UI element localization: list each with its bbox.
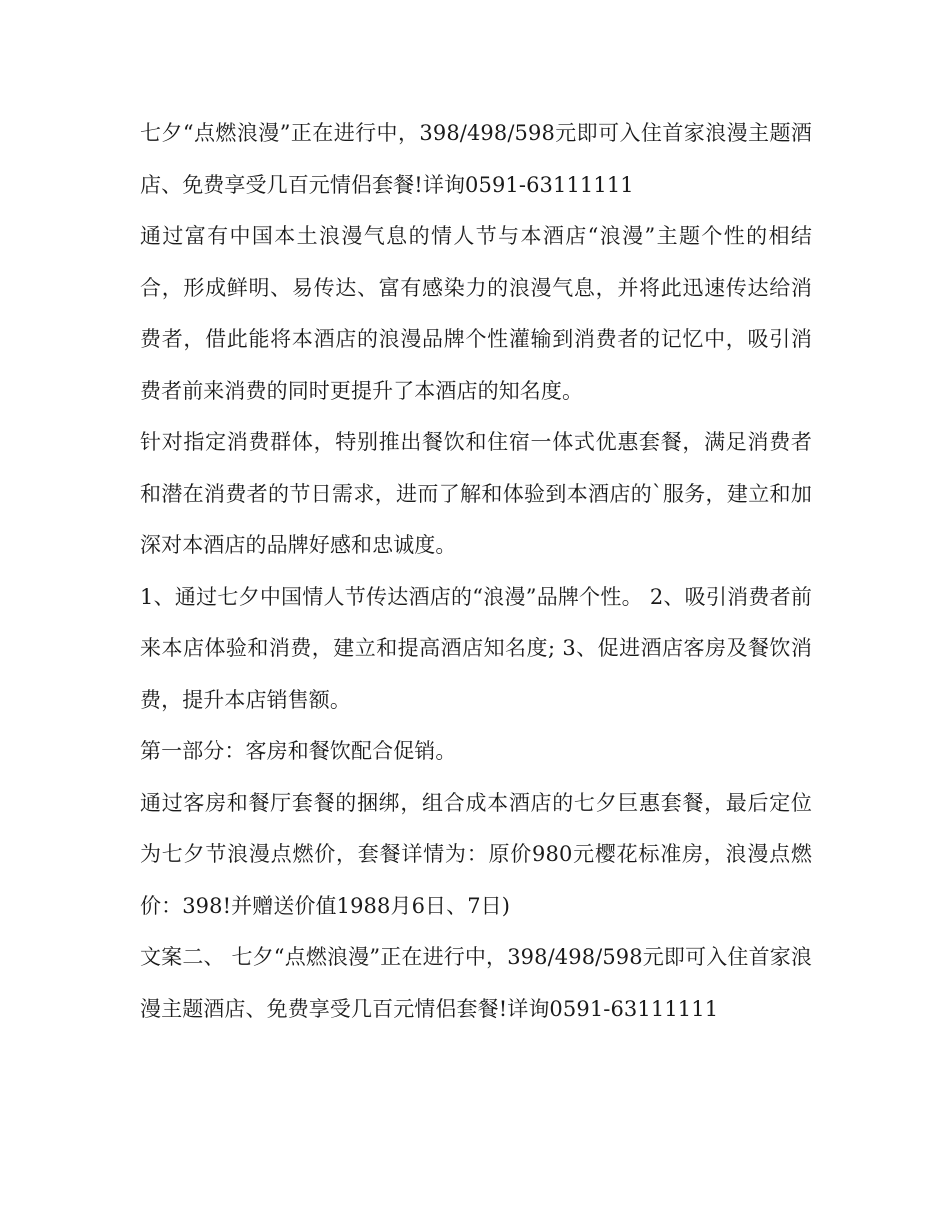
document-page [140, 108, 812, 1035]
paragraph-part-one-heading: 第一部分：客房和餐饮配合促销。 [140, 739, 457, 763]
paragraph-promo-intro: 七夕“点燃浪漫”正在进行中，398/498/598元即可入住首家浪漫主题酒店、免费享受几百元情侣套餐!详询0591-63111111 [140, 121, 812, 197]
paragraph-copy-two: 文案二、 七夕“点燃浪漫”正在进行中，398/498/598元即可入住首家浪漫主题酒店、免费享受几百元情侣套餐!详询0591-63111111 [140, 945, 812, 1021]
paragraph-target-group: 针对指定消费群体，特别推出餐饮和住宿一体式优惠套餐，满足消费者和潜在消费者的节日需求，进而了解和体验到本酒店的`服务，建立和加深对本酒店的品牌好感和忠诚度。 [140, 430, 812, 557]
paragraph-objectives: 1、通过七夕中国情人节传达酒店的“浪漫”品牌个性。 2、吸引消费者前来本店体验和消费，建立和提高酒店知名度; 3、促进酒店客房及餐饮消费，提升本店销售额。 [140, 584, 812, 712]
paragraph-purpose: 通过富有中国本土浪漫气息的情人节与本酒店“浪漫”主题个性的相结合，形成鲜明、易传达、富有感染力的浪漫气息，并将此迅速传达给消费者，借此能将本酒店的浪漫品牌个性灌输到消费者的记忆中，吸引消费者前来消费的同时更提升了本酒店的知名度。 [140, 224, 812, 403]
paragraph-package-details: 通过客房和餐厅套餐的捆绑，组合成本酒店的七夕巨惠套餐，最后定位为七夕节浪漫点燃价，套餐详情为：原价980元樱花标准房，浪漫点燃价：398!并赠送价值1988月6日、7日) [140, 790, 812, 918]
